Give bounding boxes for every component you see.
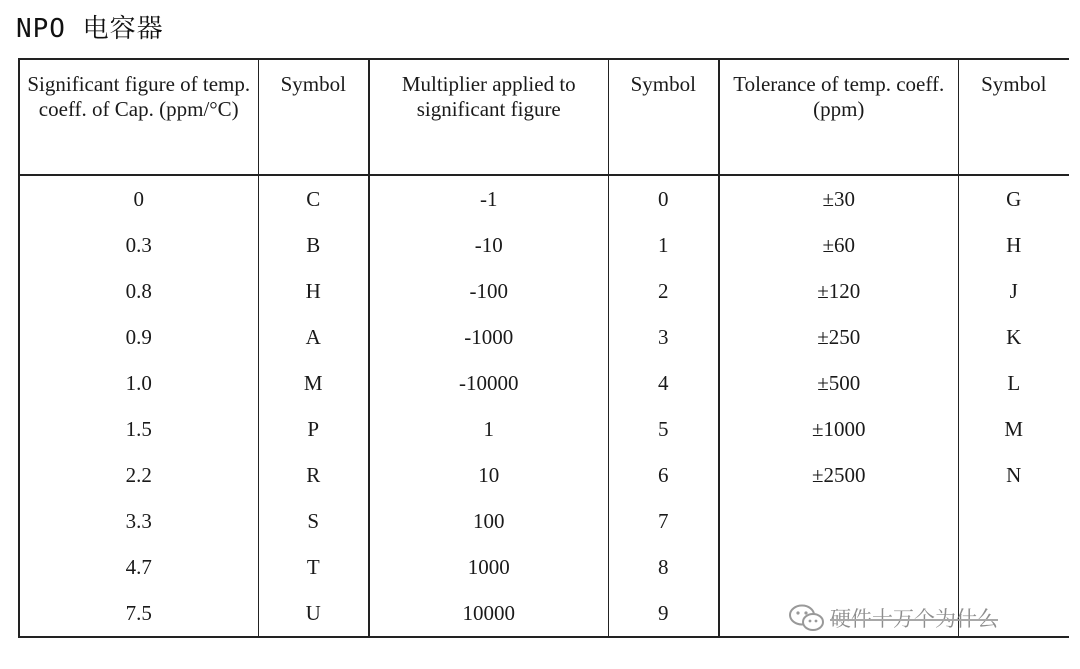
sig-figure-cell: 7.5 xyxy=(19,590,258,637)
symbol-1-cell: C xyxy=(258,175,369,222)
watermark xyxy=(788,603,998,633)
symbol-2-cell: 7 xyxy=(608,498,719,544)
symbol-1-cell: H xyxy=(258,268,369,314)
symbol-2-cell: 3 xyxy=(608,314,719,360)
tolerance-cell xyxy=(719,498,958,544)
multiplier-cell: 10 xyxy=(369,452,608,498)
header-tolerance: Tolerance of temp. coeff. (ppm) xyxy=(719,59,958,175)
symbol-1-cell: P xyxy=(258,406,369,452)
table-row xyxy=(19,452,1069,498)
tolerance-cell: ±30 xyxy=(719,175,958,222)
symbol-3-cell: L xyxy=(958,360,1069,406)
symbol-1-cell: M xyxy=(258,360,369,406)
symbol-3-cell: M xyxy=(958,406,1069,452)
symbol-3-cell: J xyxy=(958,268,1069,314)
symbol-3-cell: G xyxy=(958,175,1069,222)
symbol-3-cell: N xyxy=(958,452,1069,498)
page-title: NPO 电容器 xyxy=(16,14,164,44)
symbol-1-cell: A xyxy=(258,314,369,360)
table-row xyxy=(19,314,1069,360)
sig-figure-cell: 0 xyxy=(19,175,258,222)
symbol-2-cell: 2 xyxy=(608,268,719,314)
symbol-1-cell: S xyxy=(258,498,369,544)
header-multiplier: Multiplier applied to significant figure xyxy=(369,59,608,175)
symbol-2-cell: 1 xyxy=(608,222,719,268)
header-row xyxy=(19,59,1069,175)
tolerance-cell: ±250 xyxy=(719,314,958,360)
multiplier-cell: 10000 xyxy=(369,590,608,637)
table-row xyxy=(19,498,1069,544)
tolerance-cell: ±1000 xyxy=(719,406,958,452)
tolerance-cell: ±500 xyxy=(719,360,958,406)
header-significant-figure: Significant figure of temp. coeff. of Cap. (ppm/°C) xyxy=(19,59,258,175)
header-symbol-2: Symbol xyxy=(608,59,719,175)
tolerance-cell: ±120 xyxy=(719,268,958,314)
sig-figure-cell: 4.7 xyxy=(19,544,258,590)
symbol-1-cell: R xyxy=(258,452,369,498)
symbol-2-cell: 8 xyxy=(608,544,719,590)
symbol-2-cell: 9 xyxy=(608,590,719,637)
wechat-icon xyxy=(788,603,826,633)
multiplier-cell: 100 xyxy=(369,498,608,544)
symbol-2-cell: 6 xyxy=(608,452,719,498)
symbol-3-cell xyxy=(958,544,1069,590)
symbol-3-cell: K xyxy=(958,314,1069,360)
symbol-1-cell: U xyxy=(258,590,369,637)
watermark-text: 硬件十万个为什么 xyxy=(830,607,998,631)
table-row xyxy=(19,544,1069,590)
sig-figure-cell: 1.0 xyxy=(19,360,258,406)
tolerance-cell xyxy=(719,544,958,590)
table-row xyxy=(19,360,1069,406)
table-row xyxy=(19,268,1069,314)
tolerance-cell: ±2500 xyxy=(719,452,958,498)
symbol-2-cell: 4 xyxy=(608,360,719,406)
multiplier-cell: -10000 xyxy=(369,360,608,406)
table-body xyxy=(19,175,1069,637)
symbol-1-cell: B xyxy=(258,222,369,268)
multiplier-cell: -1 xyxy=(369,175,608,222)
symbol-1-cell: T xyxy=(258,544,369,590)
symbol-3-cell xyxy=(958,498,1069,544)
multiplier-cell: -10 xyxy=(369,222,608,268)
symbol-2-cell: 0 xyxy=(608,175,719,222)
multiplier-cell: 1000 xyxy=(369,544,608,590)
table-row xyxy=(19,222,1069,268)
multiplier-cell: 1 xyxy=(369,406,608,452)
sig-figure-cell: 1.5 xyxy=(19,406,258,452)
header-symbol-1: Symbol xyxy=(258,59,369,175)
multiplier-cell: -100 xyxy=(369,268,608,314)
table-row xyxy=(19,175,1069,222)
sig-figure-cell: 0.3 xyxy=(19,222,258,268)
table-row xyxy=(19,406,1069,452)
sig-figure-cell: 0.9 xyxy=(19,314,258,360)
sig-figure-cell: 0.8 xyxy=(19,268,258,314)
capacitor-code-table xyxy=(18,58,1069,638)
sig-figure-cell: 2.2 xyxy=(19,452,258,498)
multiplier-cell: -1000 xyxy=(369,314,608,360)
header-symbol-3: Symbol xyxy=(958,59,1069,175)
sig-figure-cell: 3.3 xyxy=(19,498,258,544)
symbol-2-cell: 5 xyxy=(608,406,719,452)
tolerance-cell: ±60 xyxy=(719,222,958,268)
symbol-3-cell: H xyxy=(958,222,1069,268)
